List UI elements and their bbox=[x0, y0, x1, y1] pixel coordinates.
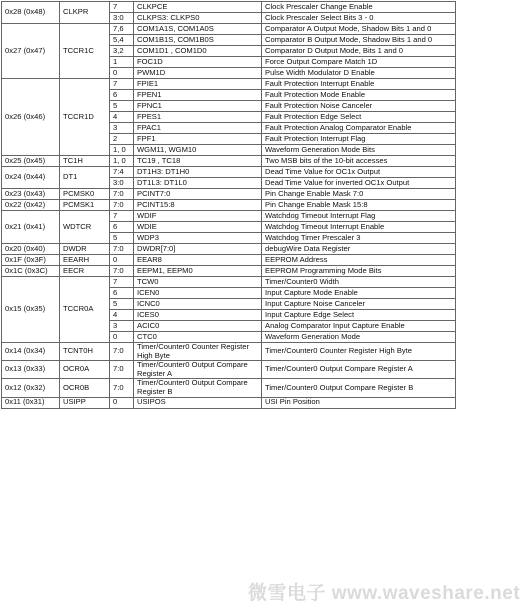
register-bit-row bbox=[2, 200, 456, 211]
register-address: 0x23 (0x43) bbox=[2, 189, 60, 200]
register-address: 0x28 (0x48) bbox=[2, 2, 60, 24]
bit-description: Input Capture Mode Enable bbox=[262, 288, 456, 299]
register-bit-row bbox=[2, 244, 456, 255]
watermark: 微雪电子 www.waveshare.net bbox=[248, 583, 520, 604]
bit-description: Clock Prescaler Change Enable bbox=[262, 2, 456, 13]
bit-number: 7 bbox=[110, 211, 134, 222]
register-bit-row bbox=[2, 211, 456, 222]
bit-field-name: USIPOS bbox=[134, 397, 262, 408]
bit-field-name: DWDR[7:0] bbox=[134, 244, 262, 255]
bit-description: Pin Change Enable Mask 7:0 bbox=[262, 189, 456, 200]
register-name: PCMSK1 bbox=[60, 200, 110, 211]
bit-description: Dead Time Value for inverted OC1x Output bbox=[262, 178, 456, 189]
bit-description: Timer/Counter0 Width bbox=[262, 277, 456, 288]
bit-description: Input Capture Edge Select bbox=[262, 310, 456, 321]
bit-description: Fault Protection Edge Select bbox=[262, 112, 456, 123]
bit-number: 1, 0 bbox=[110, 145, 134, 156]
bit-number: 7:0 bbox=[110, 200, 134, 211]
bit-number: 5 bbox=[110, 299, 134, 310]
register-bit-row bbox=[2, 343, 456, 361]
bit-number: 7 bbox=[110, 2, 134, 13]
bit-field-name: PCINT7:0 bbox=[134, 189, 262, 200]
register-bit-row bbox=[2, 379, 456, 397]
bit-field-name: PWM1D bbox=[134, 68, 262, 79]
register-name: DT1 bbox=[60, 167, 110, 189]
register-address: 0x12 (0x32) bbox=[2, 379, 60, 397]
register-name: WDTCR bbox=[60, 211, 110, 244]
bit-field-name: COM1B1S, COM1B0S bbox=[134, 35, 262, 46]
bit-number: 0 bbox=[110, 255, 134, 266]
register-name: CLKPR bbox=[60, 2, 110, 24]
register-bit-row bbox=[2, 277, 456, 288]
bit-field-name: WDIF bbox=[134, 211, 262, 222]
bit-description: USI Pin Position bbox=[262, 397, 456, 408]
bit-field-name: Timer/Counter0 Output Compare Register B bbox=[134, 379, 262, 397]
bit-description: Force Output Compare Match 1D bbox=[262, 57, 456, 68]
bit-field-name: ACIC0 bbox=[134, 321, 262, 332]
bit-number: 7:0 bbox=[110, 266, 134, 277]
bit-number: 0 bbox=[110, 397, 134, 408]
bit-description: Comparator B Output Mode, Shadow Bits 1 and 0 bbox=[262, 35, 456, 46]
bit-description: Timer/Counter0 Output Compare Register A bbox=[262, 361, 456, 379]
register-address: 0x21 (0x41) bbox=[2, 211, 60, 244]
bit-description: Fault Protection Interrupt Flag bbox=[262, 134, 456, 145]
bit-field-name: DT1H3: DT1H0 bbox=[134, 167, 262, 178]
bit-field-name: COM1D1 , COM1D0 bbox=[134, 46, 262, 57]
register-name: TCCR0A bbox=[60, 277, 110, 343]
bit-field-name: WGM11, WGM10 bbox=[134, 145, 262, 156]
register-address: 0x22 (0x42) bbox=[2, 200, 60, 211]
bit-description: Watchdog Timeout Interrupt Flag bbox=[262, 211, 456, 222]
bit-description: Input Capture Noise Canceler bbox=[262, 299, 456, 310]
bit-number: 3:0 bbox=[110, 178, 134, 189]
register-bit-row bbox=[2, 2, 456, 13]
bit-number: 1 bbox=[110, 57, 134, 68]
bit-field-name: FOC1D bbox=[134, 57, 262, 68]
bit-description: Pulse Width Modulator D Enable bbox=[262, 68, 456, 79]
bit-number: 5,4 bbox=[110, 35, 134, 46]
bit-field-name: EEPM1, EEPM0 bbox=[134, 266, 262, 277]
bit-description: Fault Protection Mode Enable bbox=[262, 90, 456, 101]
bit-description: EEPROM Programming Mode Bits bbox=[262, 266, 456, 277]
bit-description: Pin Change Enable Mask 15:8 bbox=[262, 200, 456, 211]
bit-number: 2 bbox=[110, 134, 134, 145]
register-name: TCCR1D bbox=[60, 79, 110, 156]
bit-field-name: EEAR8 bbox=[134, 255, 262, 266]
bit-number: 7:4 bbox=[110, 167, 134, 178]
register-name: EEARH bbox=[60, 255, 110, 266]
register-bit-row bbox=[2, 255, 456, 266]
bit-number: 5 bbox=[110, 101, 134, 112]
register-bit-row bbox=[2, 189, 456, 200]
bit-description: Fault Protection Analog Comparator Enable bbox=[262, 123, 456, 134]
register-name: DWDR bbox=[60, 244, 110, 255]
bit-description: EEPROM Address bbox=[262, 255, 456, 266]
bit-description: Timer/Counter0 Output Compare Register B bbox=[262, 379, 456, 397]
bit-field-name: TC19 , TC18 bbox=[134, 156, 262, 167]
bit-description: Fault Protection Noise Canceler bbox=[262, 101, 456, 112]
bit-field-name: ICES0 bbox=[134, 310, 262, 321]
bit-number: 3,2 bbox=[110, 46, 134, 57]
bit-field-name: ICNC0 bbox=[134, 299, 262, 310]
bit-description: Comparator D Output Mode, Bits 1 and 0 bbox=[262, 46, 456, 57]
bit-number: 7:0 bbox=[110, 244, 134, 255]
register-address: 0x14 (0x34) bbox=[2, 343, 60, 361]
bit-description: Waveform Generation Mode Bits bbox=[262, 145, 456, 156]
bit-number: 7:0 bbox=[110, 361, 134, 379]
register-name: TCNT0H bbox=[60, 343, 110, 361]
register-bit-row bbox=[2, 156, 456, 167]
bit-field-name: FPIE1 bbox=[134, 79, 262, 90]
bit-field-name: Timer/Counter0 Output Compare Register A bbox=[134, 361, 262, 379]
bit-description: Watchdog Timeout Interrupt Enable bbox=[262, 222, 456, 233]
bit-description: Waveform Generation Mode bbox=[262, 332, 456, 343]
bit-number: 7 bbox=[110, 277, 134, 288]
register-address: 0x15 (0x35) bbox=[2, 277, 60, 343]
bit-field-name: CLKPCE bbox=[134, 2, 262, 13]
register-address: 0x26 (0x46) bbox=[2, 79, 60, 156]
bit-field-name: WDP3 bbox=[134, 233, 262, 244]
register-bit-row bbox=[2, 361, 456, 379]
bit-description: Dead Time Value for OC1x Output bbox=[262, 167, 456, 178]
register-address: 0x1C (0x3C) bbox=[2, 266, 60, 277]
register-address: 0x25 (0x45) bbox=[2, 156, 60, 167]
register-bit-row bbox=[2, 397, 456, 408]
bit-number: 7 bbox=[110, 79, 134, 90]
bit-field-name: COM1A1S, COM1A0S bbox=[134, 24, 262, 35]
bit-field-name: FPES1 bbox=[134, 112, 262, 123]
register-table bbox=[1, 1, 456, 409]
register-address: 0x11 (0x31) bbox=[2, 397, 60, 408]
bit-number: 3:0 bbox=[110, 13, 134, 24]
bit-description: Fault Protection Interrupt Enable bbox=[262, 79, 456, 90]
bit-field-name: PCINT15:8 bbox=[134, 200, 262, 211]
register-bit-row bbox=[2, 79, 456, 90]
bit-number: 4 bbox=[110, 112, 134, 123]
bit-field-name: CLKPS3: CLKPS0 bbox=[134, 13, 262, 24]
bit-number: 1, 0 bbox=[110, 156, 134, 167]
register-name: TC1H bbox=[60, 156, 110, 167]
bit-field-name: Timer/Counter0 Counter Register High Byte bbox=[134, 343, 262, 361]
register-bit-row bbox=[2, 266, 456, 277]
bit-number: 7:0 bbox=[110, 343, 134, 361]
register-name: PCMSK0 bbox=[60, 189, 110, 200]
register-name: TCCR1C bbox=[60, 24, 110, 79]
bit-number: 7:0 bbox=[110, 379, 134, 397]
register-bit-row bbox=[2, 167, 456, 178]
bit-field-name: ICEN0 bbox=[134, 288, 262, 299]
bit-field-name: WDIE bbox=[134, 222, 262, 233]
bit-description: Clock Prescaler Select Bits 3 - 0 bbox=[262, 13, 456, 24]
bit-number: 4 bbox=[110, 310, 134, 321]
bit-field-name: CTC0 bbox=[134, 332, 262, 343]
bit-number: 7,6 bbox=[110, 24, 134, 35]
bit-field-name: FPNC1 bbox=[134, 101, 262, 112]
bit-description: Timer/Counter0 Counter Register High Byte bbox=[262, 343, 456, 361]
bit-description: debugWire Data Register bbox=[262, 244, 456, 255]
register-name: OCR0A bbox=[60, 361, 110, 379]
bit-number: 5 bbox=[110, 233, 134, 244]
bit-number: 3 bbox=[110, 123, 134, 134]
register-bit-row bbox=[2, 24, 456, 35]
bit-number: 0 bbox=[110, 68, 134, 79]
bit-field-name: FPF1 bbox=[134, 134, 262, 145]
bit-number: 6 bbox=[110, 90, 134, 101]
bit-description: Two MSB bits of the 10-bit accesses bbox=[262, 156, 456, 167]
bit-description: Comparator A Output Mode, Shadow Bits 1 and 0 bbox=[262, 24, 456, 35]
register-address: 0x13 (0x33) bbox=[2, 361, 60, 379]
bit-field-name: FPAC1 bbox=[134, 123, 262, 134]
register-table-body bbox=[2, 2, 456, 409]
register-name: OCR0B bbox=[60, 379, 110, 397]
bit-field-name: TCW0 bbox=[134, 277, 262, 288]
register-address: 0x24 (0x44) bbox=[2, 167, 60, 189]
register-document bbox=[1, 1, 455, 409]
register-name: USIPP bbox=[60, 397, 110, 408]
register-address: 0x1F (0x3F) bbox=[2, 255, 60, 266]
bit-field-name: DT1L3: DT1L0 bbox=[134, 178, 262, 189]
register-address: 0x20 (0x40) bbox=[2, 244, 60, 255]
bit-number: 7:0 bbox=[110, 189, 134, 200]
bit-number: 0 bbox=[110, 332, 134, 343]
bit-number: 6 bbox=[110, 222, 134, 233]
register-name: EECR bbox=[60, 266, 110, 277]
bit-field-name: FPEN1 bbox=[134, 90, 262, 101]
bit-description: Analog Comparator Input Capture Enable bbox=[262, 321, 456, 332]
bit-description: Watchdog Timer Prescaler 3 bbox=[262, 233, 456, 244]
bit-number: 6 bbox=[110, 288, 134, 299]
bit-number: 3 bbox=[110, 321, 134, 332]
register-address: 0x27 (0x47) bbox=[2, 24, 60, 79]
